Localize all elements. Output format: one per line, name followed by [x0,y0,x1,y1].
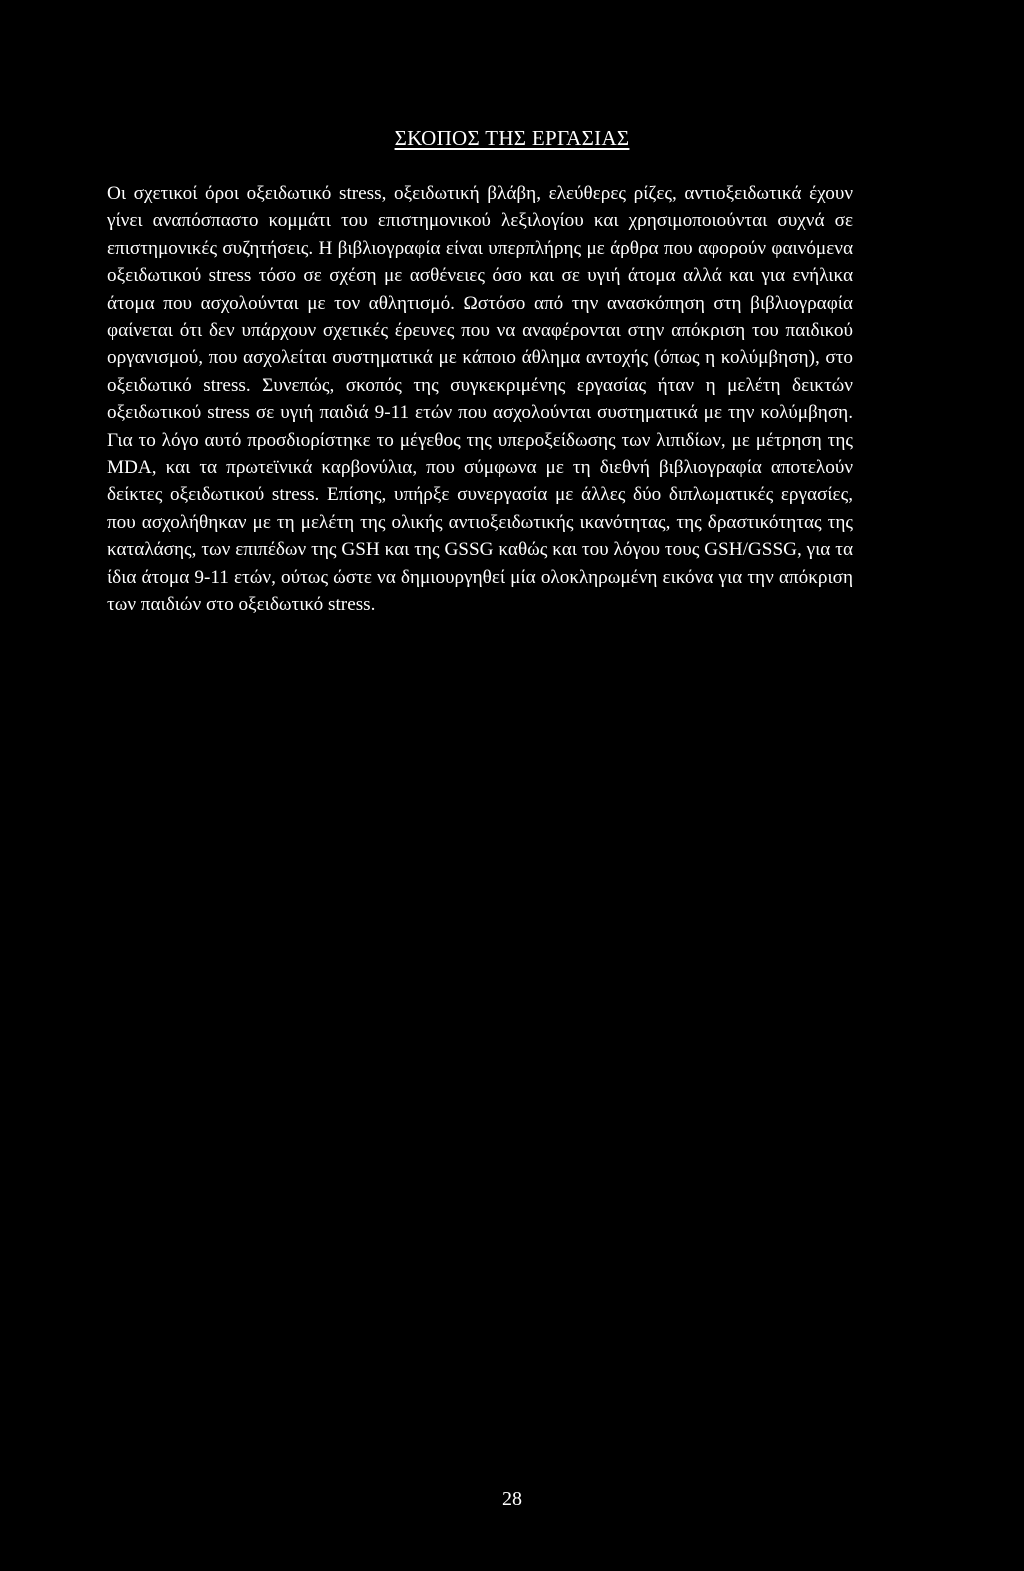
body-paragraph: Οι σχετικοί όροι οξειδωτικό stress, οξειδωτική βλάβη, ελεύθερες ρίζες, αντιοξειδωτικά έχουν γίνει αναπόσπαστο κομμάτι του επιστημονικού λεξιλογίου και χρησιμοποιούνται συχνά σε επιστημονικές συζητήσεις. Η βιβλιογραφία είναι υπερπλήρης με άρθρα που αφορούν φαινόμενα οξειδωτικού stress τόσο σε σχέση με ασθένειες όσο και σε υγιή άτομα αλλά και για ενήλικα άτομα που ασχολούνται με τον αθλητισμό. Ωστόσο από την ανασκόπηση στη βιβλιογραφία φαίνεται ότι δεν υπάρχουν σχετικές έρευνες που να αναφέρονται στην απόκριση του παιδικού οργανισμού, που ασχολείται συστηματικά με κάποιο άθλημα αντοχής (όπως η κολύμβηση), στο οξειδωτικό stress. Συνεπώς, σκοπός της συγκεκριμένης εργασίας ήταν η μελέτη δεικτών οξειδωτικού stress σε υγιή παιδιά 9-11 ετών που ασχολούνται συστηματικά με την κολύμβηση. Για το λόγο αυτό προσδιορίστηκε το μέγεθος της υπεροξείδωσης των λιπιδίων, με μέτρηση της MDA, και τα πρωτεϊνικά καρβονύλια, που σύμφωνα με τη διεθνή βιβλιογραφία αποτελούν δείκτες οξειδωτικού stress. Επίσης, υπήρξε συνεργασία με άλλες δύο διπλωματικές εργασίες, που ασχολήθηκαν με τη μελέτη της ολικής αντιοξειδωτικής ικανότητας, της δραστικότητας της καταλάσης, των επιπέδων της GSH και της GSSG καθώς και του λόγου τους GSH/GSSG, για τα ίδια άτομα 9-11 ετών, ούτως ώστε να δημιουργηθεί μία ολοκληρωμένη εικόνα για την απόκριση των παιδιών στο οξειδωτικό stress. [107,183,853,616]
page-number: 28 [502,1488,522,1510]
section-heading: ΣΚΟΠΟΣ ΤΗΣ ΕΡΓΑΣΙΑΣ [394,126,630,150]
